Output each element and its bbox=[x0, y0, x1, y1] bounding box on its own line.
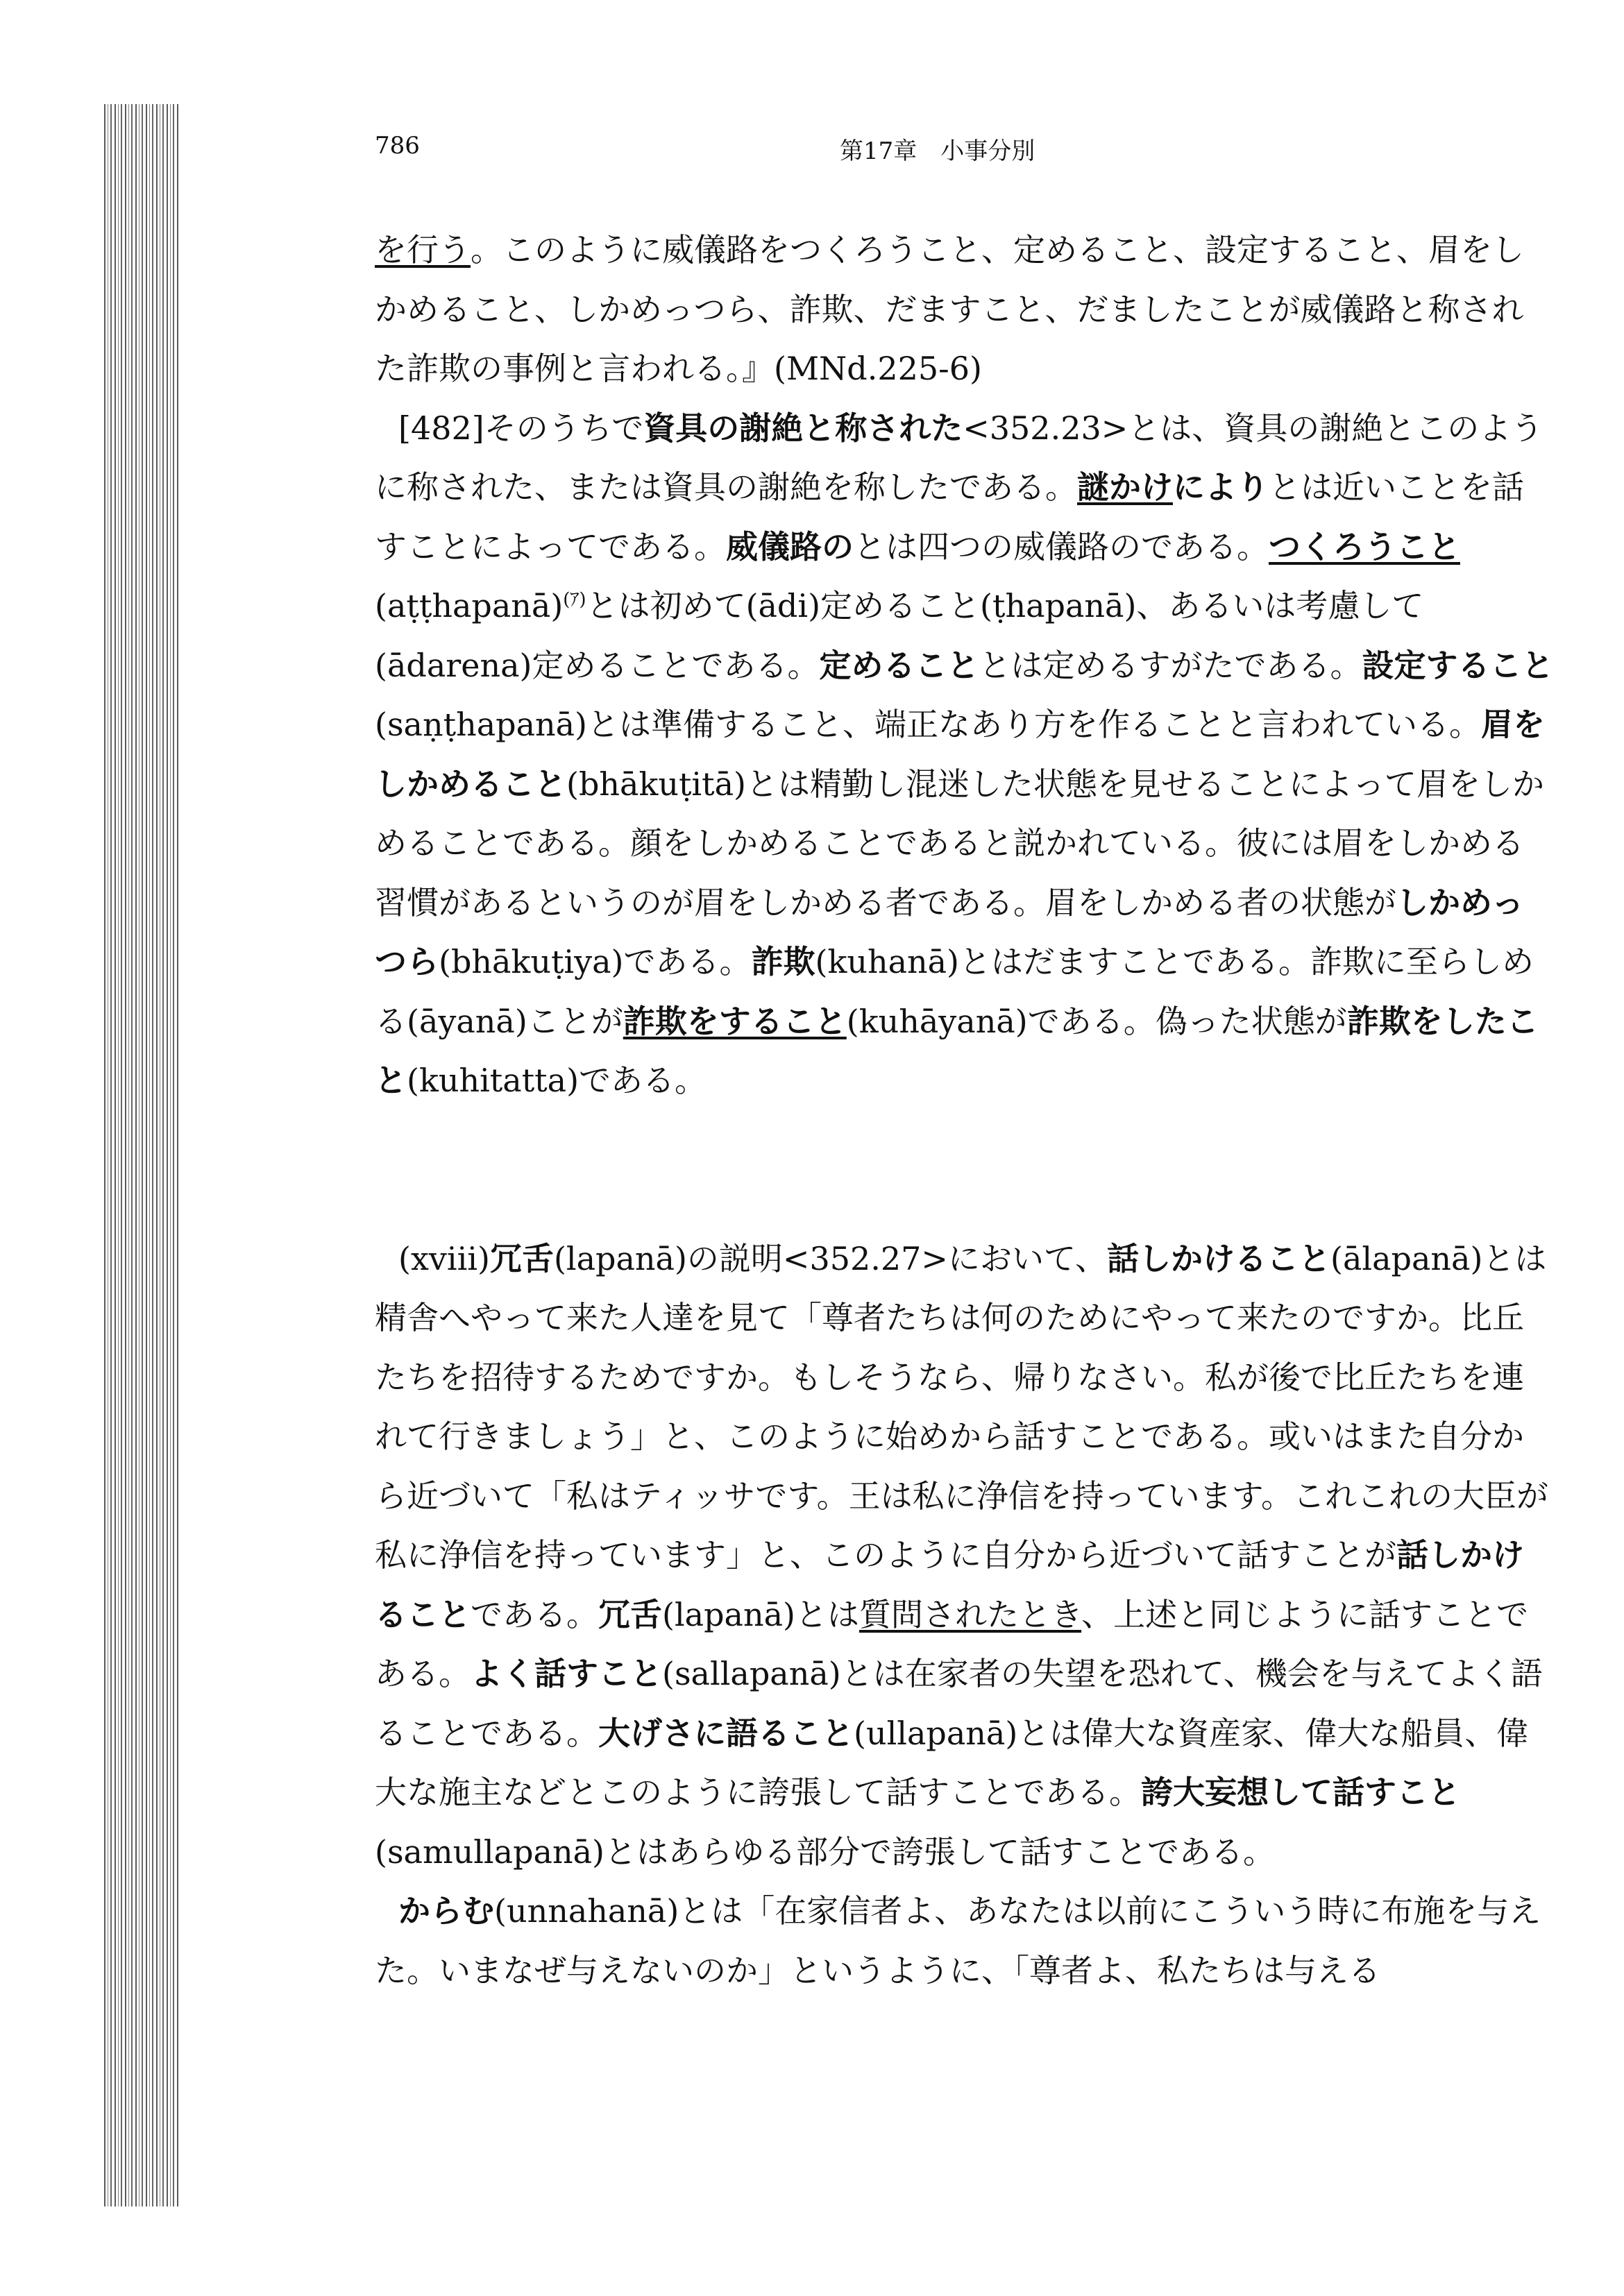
bold-term: 冗舌 bbox=[489, 1239, 554, 1277]
bold-term: 威儀路の bbox=[726, 527, 854, 566]
running-head bbox=[375, 132, 1555, 173]
text-run: (kuhāyanā)である。偽った状態が bbox=[846, 1002, 1347, 1040]
bold-term: 話しかけること bbox=[375, 1536, 1524, 1633]
text-run: (saṇṭhapanā)とは準備すること、端正なあり方を作ることと言われている。 bbox=[375, 706, 1482, 743]
body-text bbox=[375, 221, 1555, 2000]
text-run: 、上述と同じように話すことである。 bbox=[375, 1595, 1529, 1692]
bold-term: により bbox=[1173, 468, 1269, 506]
chapter-title: 第17章 小事分別 bbox=[840, 137, 1035, 165]
text-run: (xviii) bbox=[398, 1239, 490, 1277]
text-run: (bhākuṭitā)とは精勤し混迷した状態を見せることによって眉をしかめることである。顔をしかめることであると説かれている。彼には眉をしかめる習慣があるというのが眉をしかめる者である。眉をしかめる者の状態が bbox=[375, 765, 1544, 921]
paragraph-3 bbox=[375, 1230, 1555, 1882]
underlined-term: 質問されたとき bbox=[858, 1595, 1082, 1633]
text-run: とは初めて(ādi)定めること(ṭhapanā)、あるいは考慮して(ādarena)定めることである。 bbox=[375, 587, 1424, 684]
text-run: (kuhanā)とはだますことである。詐欺に至らしめる(āyanā)ことが bbox=[375, 943, 1534, 1040]
bold-term: 話しかけること bbox=[1107, 1239, 1331, 1277]
bold-underlined-term: つくろうこと bbox=[1269, 527, 1460, 566]
text-run: (ullapanā)とは偉大な資産家、偉大な船員、偉大な施主などとこのように誇張して話すことである。 bbox=[375, 1714, 1529, 1811]
bold-term: 資具の謝絶と称された bbox=[643, 409, 963, 447]
bold-underlined-term: 詐欺をすること bbox=[623, 1002, 847, 1040]
text-run: (bhākuṭiya)である。 bbox=[439, 943, 752, 980]
text-run: <352.23>とは、資具の謝絶とこのように称された、または資具の謝絶を称したである。 bbox=[375, 409, 1543, 506]
text-run: (unnahanā)とは「在家信者よ、あなたは以前にこういう時に布施を与えた。いまなぜ与えないのか」というように、「尊者よ、私たちは与える bbox=[375, 1892, 1541, 1989]
paragraph-4 bbox=[375, 1882, 1555, 2000]
underlined-term: を行う bbox=[375, 231, 471, 269]
bold-underlined-term: 謎かけ bbox=[1077, 468, 1173, 506]
text-run: (aṭṭhapanā) bbox=[375, 587, 564, 624]
page-number: 786 bbox=[375, 132, 420, 160]
text-run: [482]そのうちで bbox=[398, 409, 644, 447]
text-run: (ālapanā)とは精舎へやって来た人達を見て「尊者たちは何のためにやって来たのですか。比丘たちを招待するためですか。もしそうなら、帰りなさい。私が後で比丘たちを連れて行きましょう」と、このように始めから話すことである。或いはまた自分から近づいて「私はティッサです。王は私に浄信を持っています。これこれの大臣が私に浄信を持っています」と、このように自分から近づいて話すことが bbox=[375, 1239, 1548, 1574]
text-run: (samullapanā)とはあらゆる部分で誇張して話すことである。 bbox=[375, 1832, 1275, 1871]
text-run: 。このように威儀路をつくろうこと、定めること、設定すること、眉をしかめること、しかめっつら、詐欺、だますこと、だましたことが威儀路と称された詐欺の事例と言われる。』(MNd.225-6) bbox=[375, 231, 1524, 387]
text-run: (lapanā)の説明<352.27>において、 bbox=[553, 1239, 1108, 1277]
bold-term: からむ bbox=[398, 1892, 494, 1930]
bold-term: 眉をしかめること bbox=[375, 706, 1546, 803]
text-run: とは定めるすがたである。 bbox=[979, 646, 1362, 684]
bold-term: よく話すこと bbox=[471, 1655, 662, 1692]
bold-term: 詐欺 bbox=[751, 943, 815, 980]
paragraph-1 bbox=[375, 221, 1555, 399]
bold-term: 誇大妄想して話すこと bbox=[1141, 1774, 1460, 1811]
text-run: とは四つの威儀路のである。 bbox=[854, 527, 1269, 566]
paragraph-2 bbox=[375, 399, 1555, 1111]
bold-term: 冗舌 bbox=[598, 1595, 662, 1633]
bold-term: 定めること bbox=[819, 646, 979, 684]
scan-binding-shadow bbox=[104, 104, 180, 2206]
text-run: (kuhitatta)である。 bbox=[407, 1062, 707, 1099]
bold-term: しかめっつら bbox=[375, 883, 1524, 980]
bold-term: 詐欺をしたこと bbox=[375, 1002, 1539, 1099]
bold-term: 設定すること bbox=[1362, 646, 1554, 684]
bold-term: 大げさに語ること bbox=[598, 1714, 854, 1752]
text-run: である。 bbox=[471, 1595, 598, 1633]
paragraph-gap bbox=[375, 1111, 1555, 1230]
footnote-marker: (ｱ) bbox=[563, 589, 586, 611]
text-run: (lapanā)とは bbox=[662, 1595, 859, 1633]
text-run: (sallapanā)とは在家者の失望を恐れて、機会を与えてよく語ることである。 bbox=[375, 1655, 1543, 1752]
text-run: とは近いことを話すことによってである。 bbox=[375, 468, 1524, 566]
